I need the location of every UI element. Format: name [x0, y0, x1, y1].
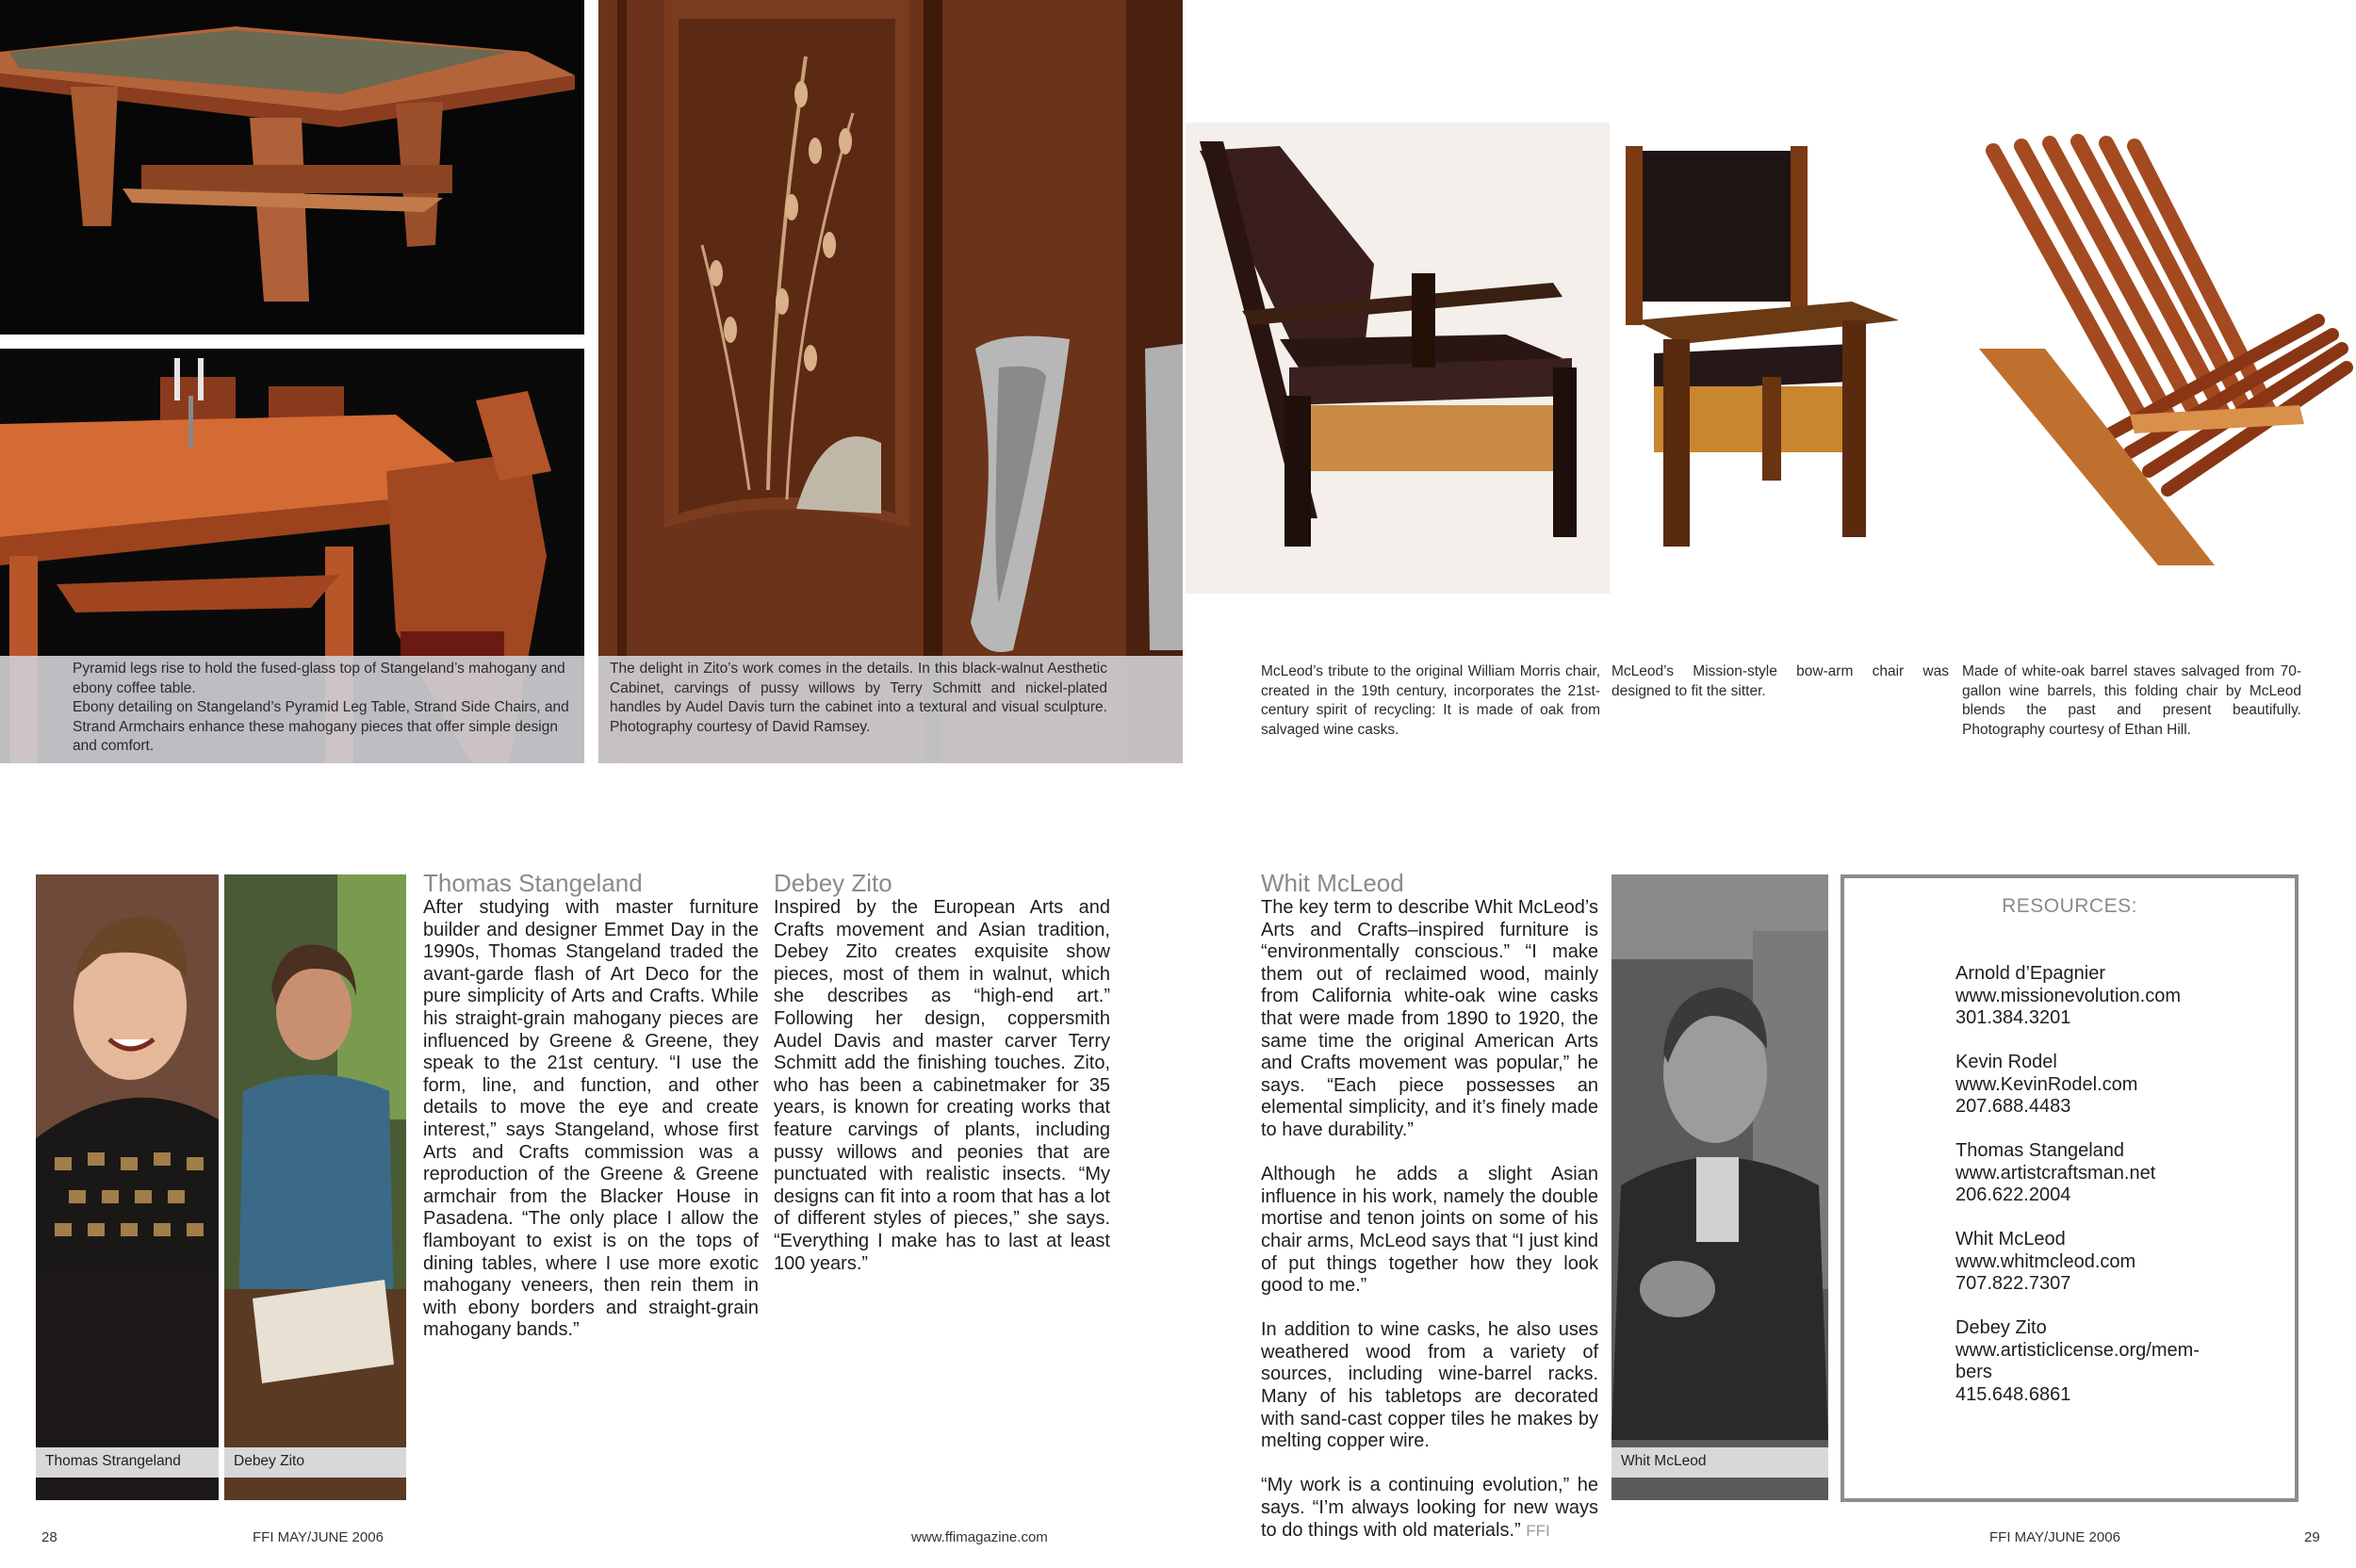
right-issue-label: FFI MAY/JUNE 2006 [1989, 1529, 2120, 1545]
stangeland-heading: Thomas Stangeland [423, 869, 643, 897]
zito-name-label: Debey Zito [224, 1447, 406, 1478]
resources-box [1841, 874, 2299, 1502]
dining-set-caption: Ebony detailing on Stangeland’s Pyramid Leg Table, Strand Side Chairs, and Strand Armchairs enhance these mahogany pieces that offer simple design and comfort. [73, 699, 569, 754]
bow-arm-chair-photo [1616, 132, 1955, 584]
mcleod-paragraph-3: In addition to wine casks, he also uses weathered wood from a variety of sources, including wine-barrel racks. Many of his tabletops are decorated with sand-cast copper tiles he makes by melting copper wire. [1261, 1319, 1598, 1452]
mcleod-body [1261, 897, 1598, 1542]
cabinet-caption: The delight in Zito’s work comes in the details. In this black-walnut Aesthetic Cabinet, carvings of pussy willows by Terry Schmitt and nickel-plated handles by Audel Davis turn the cabinet into a textural and visual sculpture. Photography courtesy of David Ramsey. [610, 661, 1107, 735]
resource-entry-stangeland [1955, 1140, 2155, 1207]
mcleod-paragraph-2: Although he adds a slight Asian influence in his work, namely the double mortise and tenon joints on some of his chair arms, McLeod says that “I just kind of put things together how they look good to me.” [1261, 1164, 1598, 1297]
morris-chair-caption: McLeod’s tribute to the original William Morris chair, created in the 19th century, incorporates the 21st-century spirit of recycling: It is made of oak from salvaged wine casks. [1261, 663, 1600, 738]
resource-website-continued[interactable]: bers [1955, 1362, 1992, 1383]
resource-website[interactable]: www.KevinRodel.com [1955, 1073, 2138, 1095]
resource-phone: 207.688.4483 [1955, 1096, 2071, 1118]
coffee-table-caption: Pyramid legs rise to hold the fused-glass top of Stangeland’s mahogany and ebony coffee table. [73, 661, 565, 696]
mcleod-paragraph-1: The key term to describe Whit McLeod’s Arts and Crafts–inspired furniture is “environmentally conscious.” “I make them out of reclaimed wood, mainly from California white-oak wine casks that were made from 1890 to 1920, the same time the original American Arts and Crafts movement was popular,” he says. “Each piece possesses an elemental simplicity, and it’s finely made to have durability.” [1261, 897, 1598, 1140]
resource-name: Arnold d’Epagnier [1955, 963, 2105, 984]
resource-entry-mcleod [1955, 1229, 2135, 1296]
zito-portrait [224, 874, 406, 1500]
mcleod-name-label: Whit McLeod [1612, 1447, 1828, 1478]
stangeland-body [423, 897, 759, 1342]
morris-chair-photo [1186, 122, 1610, 594]
mcleod-paragraph-4 [1261, 1475, 1598, 1542]
dining-set-caption-band [0, 656, 584, 763]
resource-entry-depagnier [1955, 963, 2181, 1030]
resource-website[interactable]: www.missionevolution.com [1955, 985, 2181, 1006]
zito-heading: Debey Zito [774, 869, 892, 897]
right-page-number: 29 [2304, 1529, 2320, 1545]
resource-phone: 206.622.2004 [1955, 1184, 2071, 1206]
resource-name: Debey Zito [1955, 1317, 2047, 1338]
cabinet-caption-band [598, 656, 1183, 763]
resource-website[interactable]: www.whitmcleod.com [1955, 1250, 2136, 1272]
left-issue-label: FFI MAY/JUNE 2006 [253, 1529, 384, 1545]
magazine-url[interactable]: www.ffimagazine.com [911, 1529, 1048, 1545]
stangeland-name-label: Thomas Strangeland [36, 1447, 219, 1478]
mcleod-portrait [1612, 874, 1828, 1500]
resource-entry-rodel [1955, 1052, 2137, 1119]
resource-website[interactable]: www.artisticlicense.org/mem- [1955, 1339, 2200, 1361]
mcleod-closing-quote: “My work is a continuing evolution,” he says. “I’m always looking for new ways to do things with old materials.” [1261, 1475, 1598, 1541]
left-page-number: 28 [41, 1529, 57, 1545]
folding-chair-photo [1970, 132, 2356, 575]
resource-phone: 301.384.3201 [1955, 1007, 2071, 1029]
stangeland-portrait [36, 874, 219, 1500]
resource-entry-zito [1955, 1317, 2200, 1406]
bow-arm-chair-caption: McLeod’s Mission-style bow-arm chair was designed to fit the sitter. [1612, 663, 1949, 699]
zito-paragraph: Inspired by the European Arts and Crafts movement and Asian tradition, Debey Zito creates exquisite show pieces, most of them in walnut, which she describes as “high-end art.” Following her design, coppersmith Audel Davis and master carver Terry Schmitt add the finishing touches. Zito, who has been a cabinetmaker for 35 years, is known for creating works that feature carvings of plants, including pussy willows and peonies that are punctuated with realistic insects. “My designs can fit into a room that has a lot of different styles of pieces,” she says. “Everything I make has to last at least 100 years.” [774, 897, 1110, 1274]
resource-name: Kevin Rodel [1955, 1052, 2057, 1072]
cabinet-photo [598, 0, 1183, 763]
resource-name: Thomas Stangeland [1955, 1140, 2125, 1161]
resources-title: RESOURCES: [2002, 895, 2137, 917]
folding-chair-caption: Made of white-oak barrel staves salvaged from 70-gallon wine barrels, this folding chair by McLeod blends the past and present beautifully. Photography courtesy of Ethan Hill. [1962, 663, 2301, 738]
coffee-table-photo [0, 0, 584, 335]
ffi-end-mark: FFI [1526, 1521, 1550, 1540]
mcleod-heading: Whit McLeod [1261, 869, 1404, 897]
stangeland-paragraph: After studying with master furniture builder and designer Emmet Day in the 1990s, Thomas Stangeland traded the avant-garde flash of Art Deco for the pure simplicity of Arts and Crafts. While his straight-grain mahogany pieces are influenced by Greene & Greene, they speak to the 21st century. “I use the form, line, and function, and other details to move the eye and create interest,” says Stangeland, whose first Arts and Crafts commission was a reproduction of the Greene & Greene armchair from the Blacker House in Pasadena. “The only place I allow the flamboyant to exist is on the tops of dining tables, where I use more exotic mahogany veneers, then rein them in with ebony borders and straight-grain mahogany bands.” [423, 897, 759, 1341]
zito-body [774, 897, 1110, 1275]
resource-phone: 415.648.6861 [1955, 1383, 2071, 1405]
resource-name: Whit McLeod [1955, 1229, 2066, 1250]
resource-website[interactable]: www.artistcraftsman.net [1955, 1162, 2156, 1184]
resource-phone: 707.822.7307 [1955, 1273, 2071, 1295]
